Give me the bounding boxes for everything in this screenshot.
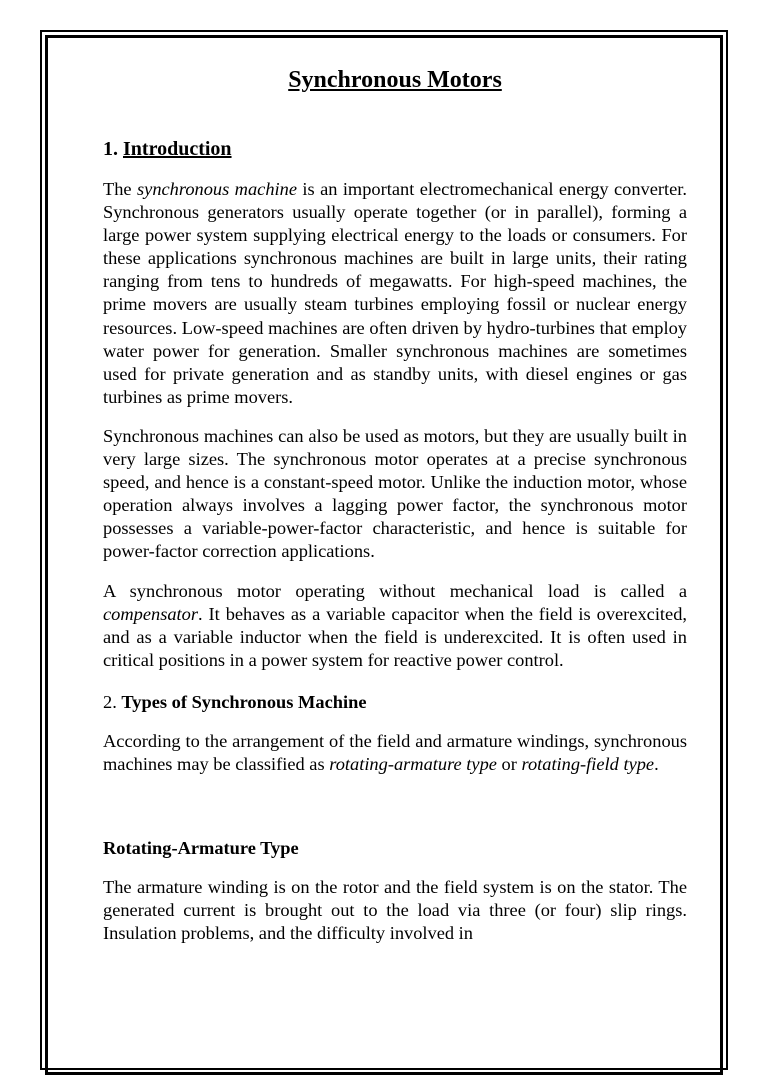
- text-run: . It behaves as a variable capacitor when the field is overexcited, and as a variable inductor when the field is underexcited. It is often used in critical positions in a power system for reactive power control.: [103, 603, 687, 670]
- rotating-armature-paragraph: The armature winding is on the rotor and the field system is on the stator. The generated current is brought out to the load via three (or four) slip rings. Insulation problems, and the difficulty involved in: [103, 877, 687, 944]
- intro-paragraph-3: [103, 580, 687, 672]
- text-run: According to the arrangement of the field and armature windings, synchronous machines may be classified as: [103, 730, 687, 774]
- text-run: The: [103, 179, 137, 199]
- section-title: Introduction: [123, 138, 232, 160]
- document-body: [103, 62, 687, 945]
- text-run: A synchronous motor operating without mechanical load is called a: [103, 580, 687, 601]
- emphasis-text: synchronous machine: [137, 179, 297, 199]
- intro-paragraph-2: Synchronous machines can also be used as motors, but they are usually built in very large sizes. The synchronous motor operates at a precise synchronous speed, and hence is a constant-speed motor. Unlike the induction motor, whose operation always involves a lagging power factor, the synchronous motor possesses a variable-power-factor characteristic, and hence is suitable for power-factor correction applications.: [103, 425, 687, 562]
- text-run: .: [654, 753, 659, 774]
- emphasis-text: compensator: [103, 603, 199, 624]
- section-heading-types: [103, 690, 687, 714]
- subsection-heading-rotating-armature: Rotating-Armature Type: [103, 838, 299, 859]
- types-paragraph-1: [103, 730, 687, 776]
- page-title: Synchronous Motors: [288, 67, 502, 93]
- section-number: 2.: [103, 691, 117, 712]
- text-run: or: [496, 753, 522, 774]
- emphasis-text: rotating-field type: [521, 753, 655, 774]
- intro-paragraph-1: [103, 178, 687, 409]
- section-title: Types of Synchronous Machine: [121, 691, 367, 712]
- section-heading-introduction: [103, 136, 687, 162]
- emphasis-text: rotating-armature type: [329, 753, 497, 774]
- text-run: is an important electromechanical energy converter. Synchronous generators usually operate together (or in parallel), forming a large power system supplying electrical energy to the loads or consumers. For these applications synchronous machines are built in large units, their rating ranging from tens to hundreds of megawatts. For high-speed machines, the prime movers are usually steam turbines employing fossil or nuclear energy resources. Low-speed machines are often driven by hydro-turbines that employ water power for generation. Smaller synchronous machines are sometimes used for private generation and as standby units, with diesel engines or gas turbines as prime movers.: [103, 179, 687, 407]
- section-number: 1.: [103, 138, 118, 160]
